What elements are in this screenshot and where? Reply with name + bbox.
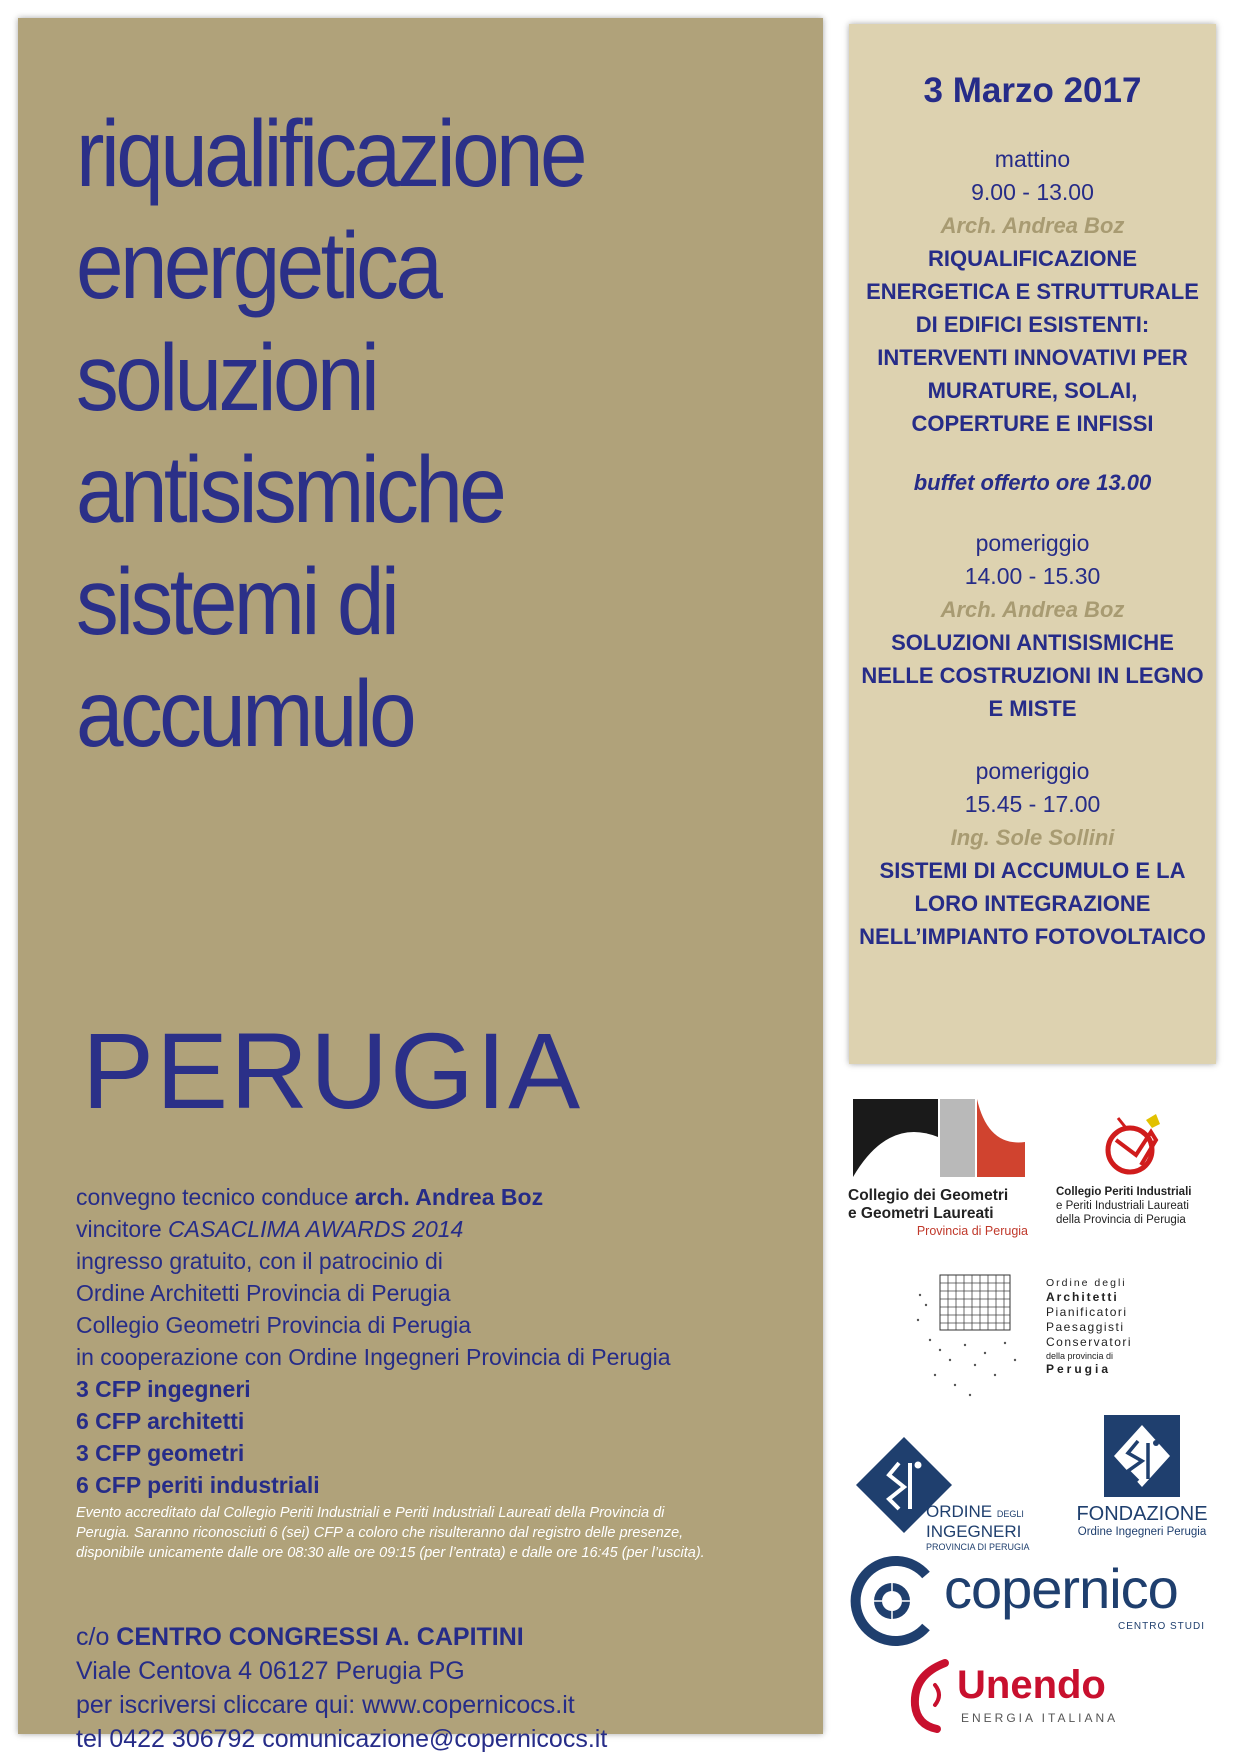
periti-line1: Collegio Periti Industriali — [1056, 1186, 1192, 1198]
fondazione-square-icon — [1104, 1415, 1180, 1497]
logo-collegio-geometri — [848, 1097, 1028, 1237]
venue-line — [76, 1620, 607, 1654]
logo-fondazione — [1062, 1415, 1222, 1545]
award-name: CASACLIMA AWARDS 2014 — [168, 1216, 464, 1242]
ingegneri-ordine: ORDINE — [926, 1502, 993, 1521]
architetti-line2: Architetti — [1046, 1290, 1119, 1304]
buffet-note: buffet offerto ore 13.00 — [913, 470, 1152, 495]
slot-time: 9.00 - 13.00 — [971, 179, 1094, 205]
architetti-text — [1046, 1277, 1132, 1377]
award-prefix: vincitore — [76, 1216, 169, 1242]
ingegneri-line1 — [926, 1503, 1030, 1523]
slot-speaker: Ing. Sole Sollini — [950, 825, 1115, 850]
conductor-name: arch. Andrea Boz — [354, 1184, 544, 1210]
copernico-sub: CENTRO STUDI — [1118, 1621, 1205, 1632]
venue-block — [76, 1620, 607, 1756]
unendo-name: Unendo — [957, 1663, 1106, 1707]
ingegneri-degli: DEGLI — [996, 1509, 1024, 1519]
slot-speaker: Arch. Andrea Boz — [940, 213, 1125, 238]
conductor-prefix: convegno tecnico conduce — [76, 1184, 355, 1210]
architetti-grid-icon — [910, 1265, 1030, 1405]
ingegneri-line3: PROVINCIA DI PERUGIA — [926, 1542, 1030, 1552]
fondazione-line2: Ordine Ingegneri Perugia — [1077, 1526, 1207, 1538]
patronage-line: ingresso gratuito, con il patrocinio di — [76, 1248, 443, 1274]
patron-geometri: Collegio Geometri Provincia di Perugia — [76, 1312, 472, 1338]
program-list — [849, 143, 1216, 953]
architetti-line7: Perugia — [1046, 1362, 1112, 1376]
cfp-item: 6 CFP periti industriali — [76, 1472, 320, 1498]
cfp-item: 3 CFP ingegneri — [76, 1376, 251, 1402]
award-line — [76, 1213, 796, 1245]
cfp-item: 3 CFP geometri — [76, 1440, 245, 1466]
headline-line: accumulo — [76, 661, 414, 767]
logo-copernico — [846, 1555, 1226, 1647]
city-title: PERUGIA — [82, 1010, 583, 1131]
geometri-line2: e Geometri Laureati — [848, 1205, 994, 1222]
logo-ordine-ingegneri — [850, 1435, 1040, 1555]
logo-unendo — [905, 1655, 1185, 1735]
headline-line: riqualificazione — [76, 101, 584, 207]
cfp-item: 6 CFP architetti — [76, 1408, 245, 1434]
copernico-ring-icon — [846, 1555, 938, 1647]
geometri-line3: Provincia di Perugia — [916, 1224, 1028, 1238]
headline-line: soluzioni — [76, 325, 377, 431]
logo-ordine-architetti — [910, 1265, 1170, 1405]
program-slot — [849, 755, 1216, 953]
architetti-line4: Paesaggisti — [1046, 1320, 1125, 1334]
conductor-line — [76, 1181, 796, 1213]
signup-link[interactable]: per iscriversi cliccare qui: www.copernicocs.it — [76, 1691, 575, 1719]
periti-line3: della Provincia di Perugia — [1056, 1214, 1186, 1226]
slot-topic: SISTEMI DI ACCUMULO E LA LORO INTEGRAZIONE NELL’IMPIANTO FOTOVOLTAICO — [859, 858, 1206, 949]
slot-time: 14.00 - 15.30 — [964, 563, 1101, 589]
slot-label: pomeriggio — [975, 530, 1090, 556]
contact-line[interactable]: tel 0422 306792 comunicazione@copernicocs.it — [76, 1725, 608, 1753]
headline-line: antisismiche — [76, 437, 504, 543]
slot-time: 15.45 - 17.00 — [964, 791, 1101, 817]
main-panel — [18, 18, 823, 1753]
program-slot — [849, 527, 1216, 725]
geometri-line1: Collegio dei Geometri — [848, 1187, 1009, 1204]
unendo-sub: ENERGIA ITALIANA — [961, 1711, 1119, 1725]
venue-address: Viale Centova 4 06127 Perugia PG — [76, 1657, 465, 1685]
architetti-line1: Ordine degli — [1046, 1277, 1127, 1289]
cooperation-line: in cooperazione con Ordine Ingegneri Provincia di Perugia — [76, 1344, 671, 1370]
program-panel — [849, 24, 1216, 1064]
headline-line: energetica — [76, 213, 440, 319]
logo-collegio-periti — [1056, 1110, 1224, 1230]
unendo-swirl-icon — [905, 1655, 965, 1735]
ingegneri-line2: INGEGNERI — [926, 1522, 1022, 1541]
architetti-line6: della provincia di — [1046, 1351, 1114, 1361]
slot-topic: SOLUZIONI ANTISISMICHE NELLE COSTRUZIONI IN LEGNO E MISTE — [861, 630, 1204, 721]
periti-emblem-icon — [1056, 1110, 1224, 1180]
architetti-line5: Conservatori — [1046, 1335, 1133, 1349]
ingegneri-text — [926, 1503, 1030, 1553]
slot-label: mattino — [994, 146, 1071, 172]
headline-line: sistemi di — [76, 549, 397, 655]
venue-prefix: c/o — [76, 1623, 117, 1651]
fondazione-line1: FONDAZIONE — [1076, 1503, 1208, 1525]
slot-topic: RIQUALIFICAZIONE ENERGETICA E STRUTTURALE DI EDIFICI ESISTENTI: INTERVENTI INNOVATIVI PER MURATURE, SOLAI, COPERTURE E INFISSI — [866, 246, 1199, 436]
event-date: 3 Marzo 2017 — [923, 71, 1142, 110]
slot-label: pomeriggio — [975, 758, 1090, 784]
architetti-line3: Pianificatori — [1046, 1305, 1128, 1319]
venue-name: CENTRO CONGRESSI A. CAPITINI — [116, 1623, 524, 1651]
headline — [76, 98, 640, 770]
slot-speaker: Arch. Andrea Boz — [940, 597, 1125, 622]
patron-architetti: Ordine Architetti Provincia di Perugia — [76, 1280, 451, 1306]
copernico-name: copernico — [944, 1557, 1178, 1620]
periti-line2: e Periti Industriali Laureati — [1056, 1200, 1189, 1212]
geometri-mark-icon — [848, 1097, 1028, 1179]
accreditation-note: Evento accreditato dal Collegio Periti Industriali e Periti Industriali Laureati della Provincia di Perugia. Saranno riconosciuti 6 (sei) CFP a coloro che risulteranno dal registro delle presenze, disponibile unicamente dalle ore 08:30 alle ore 09:15 (per l’entrata) e dalle ore 16:45 (per l’uscita). — [76, 1505, 705, 1561]
event-info — [76, 1181, 796, 1563]
program-slot — [849, 143, 1216, 440]
fondazione-text — [1062, 1503, 1222, 1539]
